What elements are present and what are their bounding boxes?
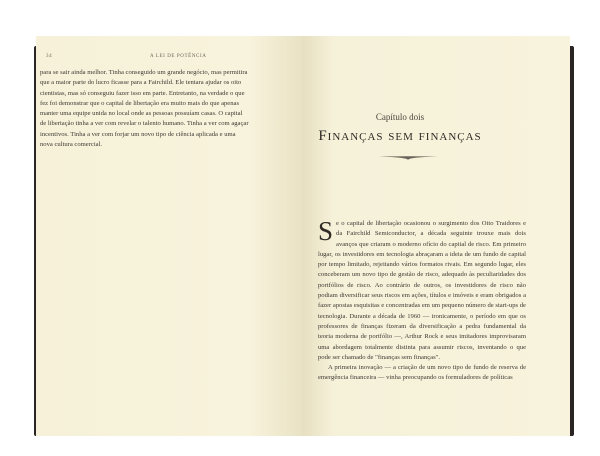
opening-paragraph-text: e o capital de libertação ocasionou o surgimento dos Oito Traidores e da Fairchild Semiconductor, a década seguinte trouxe mais dois avanços que criaram o moderno ofício do capital de risco. Em primeiro lugar, os investidores em tecnologia abraçaram a ideia de um fundo de capital por tempo limitado, rejeitando vários formatos rivais. Em segundo lugar, eles conceberam um novo tipo de gestão de risco, adequado às peculiaridades dos portfólios de risco. Ao contrário de outros, os investidores de risco não podiam diversificar seus riscos em ações, títulos e imóveis e eram obrigados a fazer apostas esquisitas e concentradas em um pequeno número de start-ups de tecnologia. Durante a década de 1960 — ironicamente, o período em que os professores de finanças fizeram da diversificação a pedra fundamental da teoria moderna de portfólio —, Arthur Rock e seus imitadores improvisaram uma abordagem totalmente distinta para assumir riscos, inventando o que pode ser chamado de "finanças sem finanças". [318,220,526,361]
chapter-ornament [378,154,438,160]
left-paragraph: para se sair ainda melhor. Tinha conseguido um grande negócio, mas permitira que a maior parte do lucro ficasse para a Fairchild. Ele tentara ajudar os oito cientistas, mas só conseguiu fazer isso em parte. Entretanto, na verdade o que fez foi demonstrar que o capital de libertação era muito mais do que apenas manter uma equipe unida no local onde as pessoas possuíam casas. O capital de libertação tinha a ver com revelar o talento humano. Tinha a ver com agaçar incentivos. Tinha a ver com forjar um novo tipo de ciência aplicada e uma nova cultura comercial. [40,69,249,149]
left-page-text [40,68,250,150]
opening-paragraph [318,216,526,363]
page-number: 34 [46,54,53,59]
running-head: A LEI DE POTÊNCIA [150,54,207,59]
right-page-text [318,216,526,384]
chapter-label: Capítulo dois [375,112,425,122]
second-paragraph: A primeira inovação — a criação de um novo tipo de fundo de reserva de emergência financeira — vinha preocupando os formuladores de políticas [318,364,526,382]
chapter-title: Finanças sem finanças [318,128,482,144]
dropcap-letter: S [318,216,334,246]
